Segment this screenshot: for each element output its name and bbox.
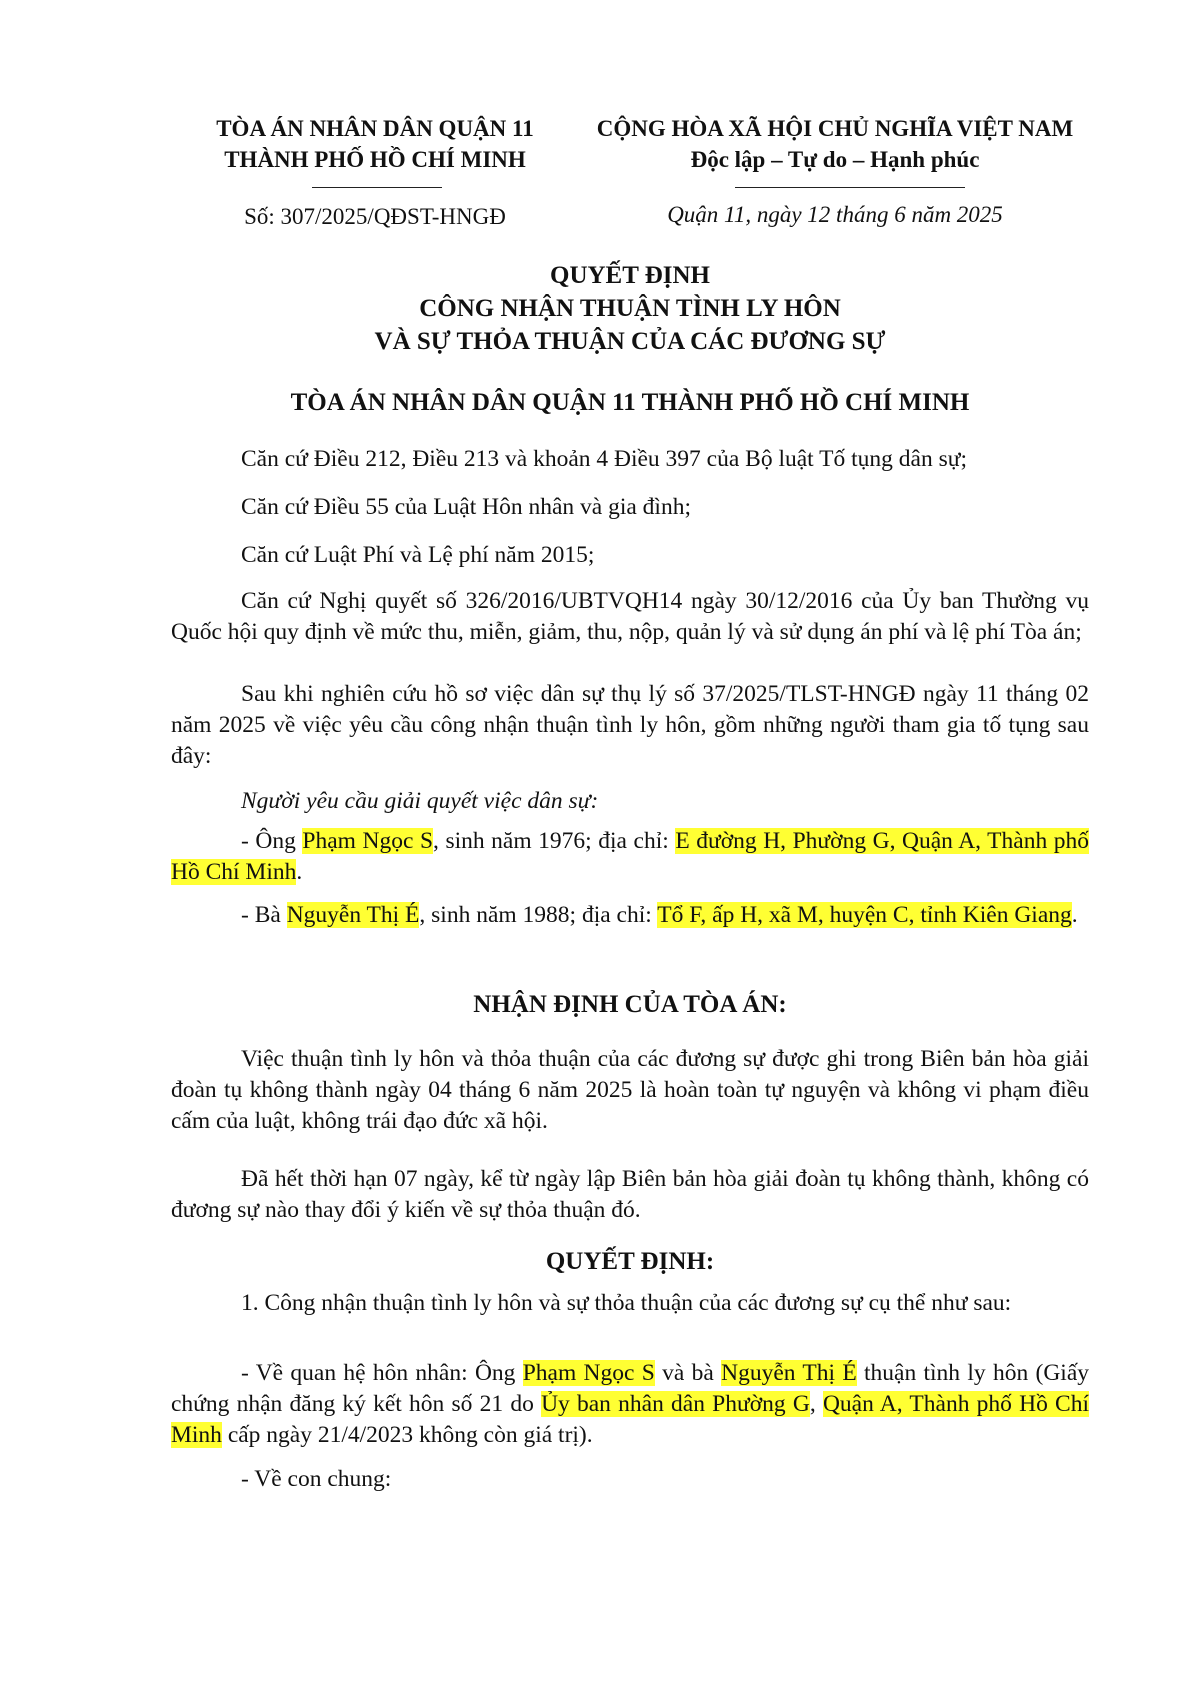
divider	[312, 187, 442, 188]
decision-item-1: 1. Công nhận thuận tình ly hôn và sự thỏa thuận của các đương sự cụ thể như sau:	[241, 1290, 1012, 1316]
marriage-text: và bà	[654, 1360, 722, 1386]
party-2-name: Nguyễn Thị É	[286, 902, 420, 928]
marriage-authority: Ủy ban nhân dân Phường G	[541, 1391, 810, 1417]
party-1-name: Phạm Ngọc S	[302, 828, 434, 854]
decision-date: Quận 11, ngày 12 tháng 6 năm 2025	[667, 202, 1003, 227]
party-2-address: Tổ F, ấp H, xã M, huyện C, tỉnh Kiên Giang	[657, 902, 1072, 928]
title-line1: QUYẾT ĐỊNH	[550, 262, 710, 289]
divider	[735, 187, 965, 188]
children-label: - Về con chung:	[241, 1466, 392, 1492]
assessment-paragraph: Việc thuận tình ly hôn và thỏa thuận của các đương sự được ghi trong Biên bản hòa giải đoàn tụ không thành ngày 04 tháng 6 năm 2025 là hoàn toàn tự nguyện và không vi phạm điều cấm của luật, không trái đạo đức xã hội.	[171, 1046, 1089, 1134]
court-name-line2: THÀNH PHỐ HỒ CHÍ MINH	[224, 147, 526, 172]
party-2	[171, 900, 1089, 931]
court-name-line1: TÒA ÁN NHÂN DÂN QUẬN 11	[216, 116, 534, 141]
court-heading: TÒA ÁN NHÂN DÂN QUẬN 11 THÀNH PHỐ HỒ CHÍ MINH	[290, 389, 970, 416]
party-2-suffix: .	[1071, 902, 1078, 928]
party-1-prefix: - Ông	[241, 828, 303, 854]
marriage-place: Quận A, Thành phố Hồ Chí Minh	[171, 1391, 1090, 1448]
nation-motto: Độc lập – Tự do – Hạnh phúc	[690, 147, 980, 172]
marriage-paragraph	[171, 1358, 1089, 1451]
ground-paragraph: Căn cứ Điều 55 của Luật Hôn nhân và gia đình;	[241, 494, 691, 520]
marriage-text: thuận tình ly hôn (Giấy chứng nhận đăng ký kết hôn số 21 do	[171, 1360, 1090, 1417]
nation-name: CỘNG HÒA XÃ HỘI CHỦ NGHĨA VIỆT NAM	[596, 116, 1074, 141]
marriage-text: ,	[809, 1391, 823, 1417]
party-1	[171, 826, 1089, 888]
decision-number: Số: 307/2025/QĐST-HNGĐ	[244, 204, 506, 229]
ground-paragraph: Căn cứ Luật Phí và Lệ phí năm 2015;	[241, 542, 595, 568]
marriage-text: - Về quan hệ hôn nhân: Ông	[241, 1360, 523, 1386]
national-motto-block	[565, 113, 1105, 175]
assessment-heading: NHẬN ĐỊNH CỦA TÒA ÁN:	[473, 991, 787, 1018]
document-title	[171, 259, 1089, 358]
assessment-paragraph: Đã hết thời hạn 07 ngày, kể từ ngày lập Biên bản hòa giải đoàn tụ không thành, không có đương sự nào thay đổi ý kiến về sự thỏa thuận đó.	[171, 1166, 1089, 1223]
ground-paragraph: Căn cứ Điều 212, Điều 213 và khoản 4 Điều 397 của Bộ luật Tố tụng dân sự;	[241, 446, 967, 472]
requesters-label: Người yêu cầu giải quyết việc dân sự:	[241, 788, 599, 814]
party-1-address: E đường H, Phường G, Quận A, Thành phố Hồ Chí Minh	[171, 828, 1089, 885]
marriage-name-2: Nguyễn Thị É	[721, 1360, 857, 1386]
marriage-text: cấp ngày 21/4/2023 không còn giá trị).	[221, 1422, 593, 1448]
court-name-block	[165, 113, 585, 175]
ground-paragraph: Sau khi nghiên cứu hồ sơ việc dân sự thụ lý số 37/2025/TLST-HNGĐ ngày 11 tháng 02 năm 2025 về việc yêu cầu công nhận thuận tình ly hôn, gồm những người tham gia tố tụng sau đây:	[171, 681, 1089, 769]
party-1-info: , sinh năm 1976; địa chỉ:	[433, 828, 676, 854]
party-1-suffix: .	[296, 859, 303, 885]
party-2-prefix: - Bà	[241, 902, 287, 928]
party-2-info: , sinh năm 1988; địa chỉ:	[419, 902, 658, 928]
decision-heading: QUYẾT ĐỊNH:	[545, 1248, 715, 1275]
title-line3: VÀ SỰ THỎA THUẬN CỦA CÁC ĐƯƠNG SỰ	[374, 328, 886, 355]
title-line2: CÔNG NHẬN THUẬN TÌNH LY HÔN	[419, 295, 841, 322]
ground-paragraph: Căn cứ Nghị quyết số 326/2016/UBTVQH14 ngày 30/12/2016 của Ủy ban Thường vụ Quốc hội quy định về mức thu, miễn, giảm, thu, nộp, quản lý và sử dụng án phí và lệ phí Tòa án;	[171, 588, 1089, 645]
marriage-name-1: Phạm Ngọc S	[522, 1360, 655, 1386]
